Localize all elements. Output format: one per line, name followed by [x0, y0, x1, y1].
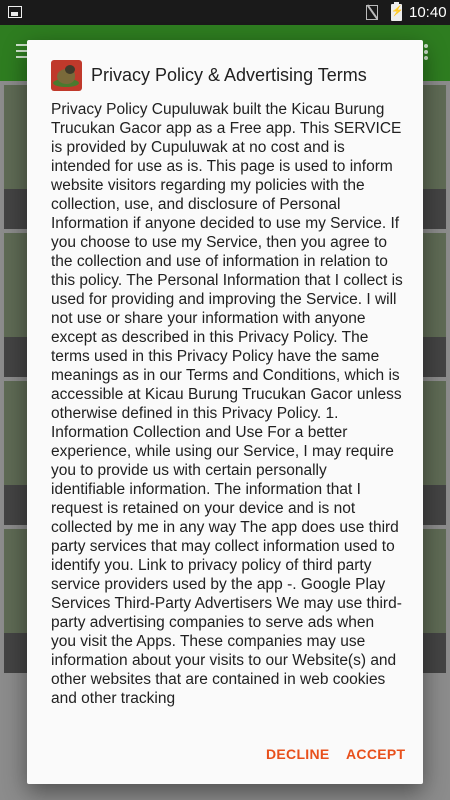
dialog-body-text[interactable]: Privacy Policy Cupuluwak built the Kicau Burung Trucukan Gacor app as a Free app. This SERVICE is provided by Cupuluwak at no cost and is intended for use as is. This page is used to inform website visitors regarding my policies with the collection, use, and disclosure of Personal Information if anyone decided to use my Service. If you choose to use my Service, then you agree to the collection and use of information in relation to this policy. The Personal Information that I collect is used for providing and improving the Service. I will not use or share your information with anyone except as described in this Privacy Policy. The terms used in this Privacy Policy have the same meanings as in our Terms and Conditions, which is accessible at Kicau Burung Trucukan Gacor unless otherwise defined in this Privacy Policy. 1. Information Collection and Use For a better experience, while using our Service, I may require you to provide us with certain personally identifiable information. The information that I request is retained on your device and is not collected by me in any way The app does use third party services that may collect information used to identify you. Link to privacy policy of third party service providers used by the app -. Google Play Services Third-Party Advertisers We may use third-party advertising companies to serve ads when you visit the Apps. These companies may use information about your visits to our Website(s) and other websites that are contained in web cookies and other tracking [51, 101, 403, 707]
dialog-header [51, 60, 401, 90]
more-options-icon[interactable] [424, 44, 428, 60]
app-icon [51, 60, 82, 91]
dialog-title: Privacy Policy & Advertising Terms [91, 65, 367, 85]
image-notification-icon [8, 6, 22, 18]
dialog-actions [27, 736, 423, 772]
accept-button[interactable]: ACCEPT [346, 746, 406, 762]
status-bar [0, 0, 450, 25]
status-time: 10:40 [409, 4, 447, 21]
battery-charging-icon [391, 4, 402, 21]
decline-button[interactable]: DECLINE [266, 746, 330, 762]
no-sim-icon [366, 5, 378, 20]
privacy-policy-dialog [27, 40, 423, 784]
